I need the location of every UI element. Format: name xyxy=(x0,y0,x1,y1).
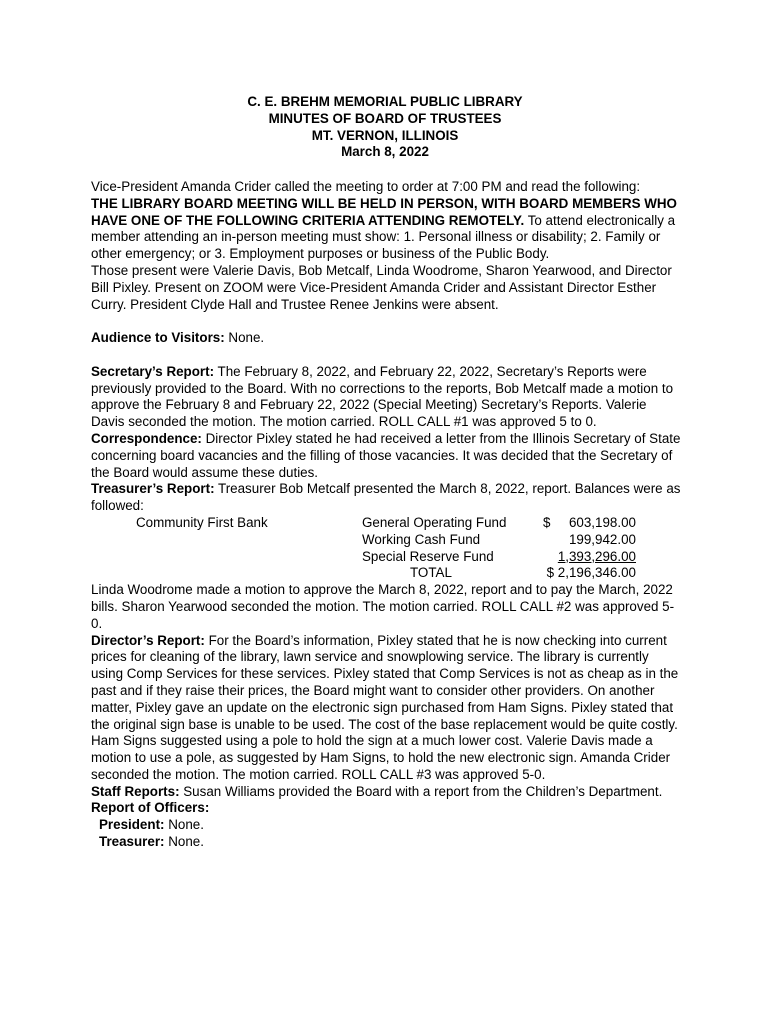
remote-criteria: To attend electronically a member attending an in-person meeting must show: 1. Personal illness or disability; 2. Family or other emergency; or 3. Employment purposes or business of the Public Body. xyxy=(91,212,676,262)
library-name: C. E. BREHM MEMORIAL PUBLIC LIBRARY xyxy=(247,94,523,109)
president-text: None. xyxy=(164,817,204,833)
document-body xyxy=(91,179,681,851)
director-section xyxy=(91,633,681,784)
officers-label: Report of Officers: xyxy=(91,800,210,816)
correspondence-text: Director Pixley stated he had received a letter from the Illinois Secretary of State concerning board vacancies and the filling of those vacancies. It was decided that the Secretary of the Board would assume these duties. xyxy=(91,430,681,480)
staff-text: Susan Williams provided the Board with a report from the Children’s Department. xyxy=(179,783,663,799)
correspondence-label: Correspondence: xyxy=(91,430,202,446)
total-amount: $ 2,196,346.00 xyxy=(546,565,636,581)
paragraph-spacer xyxy=(91,313,681,330)
balance-row xyxy=(91,515,681,532)
meeting-date: March 8, 2022 xyxy=(341,144,429,160)
fund-name: Working Cash Fund xyxy=(362,531,481,547)
audience-section xyxy=(91,330,681,347)
secretary-text: The February 8, 2022, and February 22, 2022, Secretary’s Reports were previously provided to the Board. With no corrections to the reports, Bob Metcalf made a motion to approve the February 8 and February 22, 2022 (Special Meeting) Secretary’s Reports. Valerie Davis seconded the motion. The motion carried. ROLL CALL #1 was approved 5 to 0. xyxy=(91,363,674,430)
fund-name: Special Reserve Fund xyxy=(362,548,494,564)
total-label: TOTAL xyxy=(410,565,452,581)
remote-notice: THE LIBRARY BOARD MEETING WILL BE HELD IN PERSON, WITH BOARD MEMBERS WHO HAVE ONE OF THE FOLLOWING CRITERIA ATTENDING REMOTELY. xyxy=(91,195,677,228)
director-label: Director’s Report: xyxy=(91,632,205,648)
fund-amount: 1,393,296.00 xyxy=(557,548,636,564)
staff-section xyxy=(91,784,681,801)
treasurer-text: Treasurer Bob Metcalf presented the March 8, 2022, report. Balances were as followed: xyxy=(91,481,681,514)
treasurer-section xyxy=(91,481,681,515)
fund-amount: 603,198.00 xyxy=(568,514,636,530)
staff-label: Staff Reports: xyxy=(91,783,180,799)
total-row xyxy=(91,565,681,582)
currency-symbol: $ xyxy=(543,514,551,530)
fund-name: General Operating Fund xyxy=(362,514,507,530)
balance-row xyxy=(91,549,681,566)
balance-table xyxy=(91,515,681,582)
officers-section xyxy=(91,800,681,817)
treasurer-approval: Linda Woodrome made a motion to approve the March 8, 2022, report and to pay the March, 2022 bills. Sharon Yearwood seconded the motion. The motion carried. ROLL CALL #2 was approved 5-0. xyxy=(91,582,675,631)
officer-president xyxy=(91,817,681,834)
opening-intro: Vice-President Amanda Crider called the meeting to order at 7:00 PM and read the following: xyxy=(91,179,641,194)
audience-text: None. xyxy=(224,330,265,346)
secretary-label: Secretary’s Report: xyxy=(91,363,215,379)
attendance: Those present were Valerie Davis, Bob Metcalf, Linda Woodrome, Sharon Yearwood, and Director Bill Pixley. Present on ZOOM were Vice-President Amanda Crider and Assistant Director Esther Curry. President Clyde Hall and Trustee Renee Jenkins were absent. xyxy=(91,262,672,312)
fund-amount: 199,942.00 xyxy=(568,531,636,547)
document-heading xyxy=(0,94,770,161)
balance-row xyxy=(91,532,681,549)
director-text: For the Board’s information, Pixley stated that he is now checking into current prices for cleaning of the library, lawn service and snowplowing service. The library is currently using Comp Services for these services. Pixley stated that Comp Services is not as cheap as in the past and if they raise their prices, the Board might want to consider other providers. On another matter, Pixley gave an update on the electronic sign purchased from Ham Signs. Pixley stated that the original sign base is unable to be used. The cost of the base replacement would be quite costly. Ham Signs suggested using a pole to hold the sign at a much lower cost. Valerie Davis made a motion to use a pole, as suggested by Ham Signs, to hold the new electronic sign. Amanda Crider seconded the motion. The motion carried. ROLL CALL #3 was approved 5-0. xyxy=(91,632,679,782)
opening-paragraph xyxy=(91,179,681,313)
bank-name: Community First Bank xyxy=(136,514,268,530)
document-title: MINUTES OF BOARD OF TRUSTEES xyxy=(268,110,502,126)
officer-treasurer xyxy=(91,834,681,851)
treasurer-label: Treasurer’s Report: xyxy=(91,481,215,497)
treasurer-officer-label: Treasurer: xyxy=(99,834,165,850)
audience-label: Audience to Visitors: xyxy=(91,330,225,346)
paragraph-spacer xyxy=(91,347,681,364)
location: MT. VERNON, ILLINOIS xyxy=(311,127,459,143)
treasurer-officer-text: None. xyxy=(164,834,204,850)
correspondence-section xyxy=(91,431,681,481)
secretary-section xyxy=(91,364,681,431)
president-label: President: xyxy=(99,817,165,833)
